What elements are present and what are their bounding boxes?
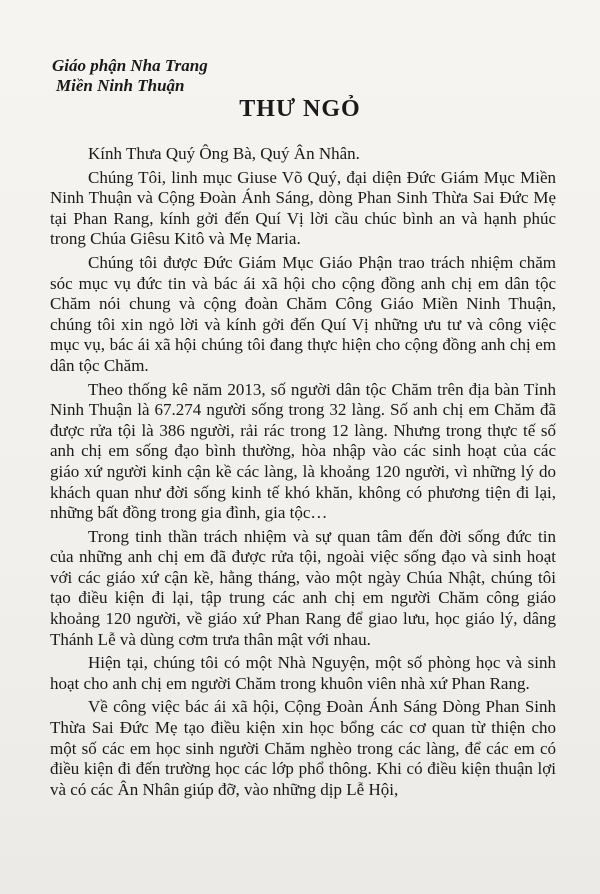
paragraph: Chúng Tôi, linh mục Giuse Võ Quý, đại diện Đức Giám Mục Miền Ninh Thuận và Cộng Đoàn Ánh Sáng, dòng Phan Sinh Thừa Sai Đức Mẹ tại Phan Rang, kính gởi đến Quí Vị lời cầu chúc bình an và hạnh phúc trong Chúa Giêsu Kitô và Mẹ Maria. bbox=[50, 167, 556, 249]
paragraph: Theo thống kê năm 2013, số người dân tộc Chăm trên địa bàn Tỉnh Ninh Thuận là 67.274 người sống trong 32 làng. Số anh chị em Chăm đã được rửa tội là 386 người, rải rác trong 12 làng. Nhưng trong thực tế số anh chị em sống đạo bình thường, hòa nhập vào các sinh hoạt của các giáo xứ người kinh cận kề các làng, là khoảng 120 người, vì những lý do khách quan như đời sống kinh tế khó khăn, không có phương tiện đi lại, những bất đồng trong gia đình, gia tộc… bbox=[50, 379, 556, 523]
diocese-name: Giáo phận Nha Trang bbox=[52, 56, 208, 75]
paragraph: Hiện tại, chúng tôi có một Nhà Nguyện, một số phòng học và sinh hoạt cho anh chị em người Chăm trong khuôn viên nhà xứ Phan Rang. bbox=[50, 653, 556, 693]
letter-title: THƯ NGỎ bbox=[239, 96, 361, 122]
salutation: Kính Thưa Quý Ông Bà, Quý Ân Nhân. bbox=[88, 144, 360, 163]
paragraph: Về công việc bác ái xã hội, Cộng Đoàn Ánh Sáng Dòng Phan Sinh Thừa Sai Đức Mẹ tạo điều kiện xin học bổng các cơ quan từ thiện cho một số các em học sinh người Chăm nghèo trong các làng, để các em có điều kiện đi đến trường học các lớp phổ thông. Khi có điều kiện thuận lợi và có các Ân Nhân giúp đỡ, vào những dịp Lễ Hội, bbox=[50, 697, 556, 799]
paragraph: Chúng tôi được Đức Giám Mục Giáo Phận trao trách nhiệm chăm sóc mục vụ đức tin và bác ái xã hội cho cộng đồng anh chị em dân tộc Chăm nói chung và cộng đoàn Chăm Công Giáo Miền Ninh Thuận, chúng tôi xin ngỏ lời và kính gởi đến Quí Vị những ưu tư và công việc mục vụ, bác ái xã hội chúng tôi đang thực hiện cho cộng đồng anh chị em dân tộc Chăm. bbox=[50, 252, 556, 375]
paragraph: Trong tinh thần trách nhiệm và sự quan tâm đến đời sống đức tin của những anh chị em đã được rửa tội, ngoài việc sống đạo và sinh hoạt với các giáo xứ cận kề, hằng tháng, vào một ngày Chúa Nhật, chúng tôi tạo điều kiện đi lại, tập trung các anh chị em người Chăm công giáo khoảng 120 người, về giáo xứ Phan Rang để giao lưu, học giáo lý, dâng Thánh Lễ và dùng cơm trưa thân mật với nhau. bbox=[50, 526, 556, 649]
region-name: Miền Ninh Thuận bbox=[56, 76, 185, 95]
diocese-header bbox=[52, 56, 208, 96]
letter-body bbox=[50, 144, 556, 800]
